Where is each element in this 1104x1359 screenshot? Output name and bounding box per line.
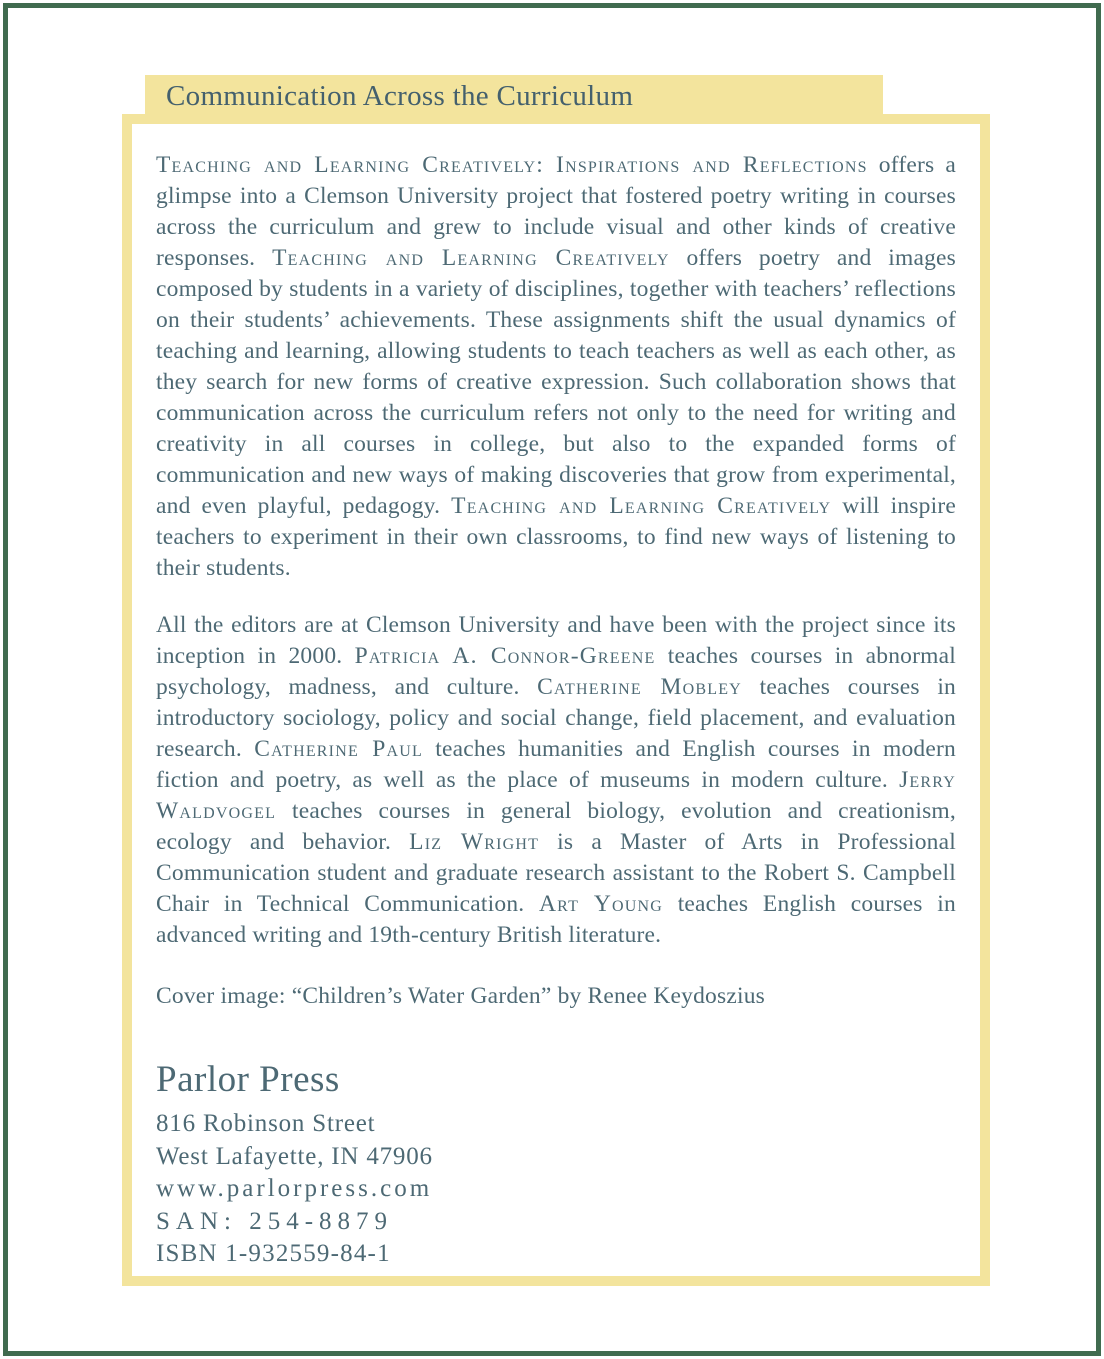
publisher-name: Parlor Press (156, 1059, 340, 1100)
body-text: teaches humanities and English courses in modern fiction and poetry, as well as the place of museums in modern culture. (156, 736, 956, 793)
header-band (145, 75, 883, 117)
publisher-san-number: SAN: 254-8879 (156, 1207, 394, 1235)
publisher-website: www.parlorpress.com (156, 1175, 433, 1202)
cover-image-credit: Cover image: “Children’s Water Garden” by Renee Keydoszius (156, 983, 765, 1009)
body-paragraphs (156, 150, 956, 951)
body-text: teaches English courses in advanced writing and 19th-century British literature. (156, 891, 956, 948)
body-text: All the editors are at Clemson University and have been with the project since its inception in 2000. (156, 612, 956, 669)
publisher-street-address: 816 Robinson Street (156, 1110, 376, 1137)
publisher-city-state-zip: West Lafayette, IN 47906 (156, 1142, 433, 1170)
publisher-isbn-number: ISBN 1-932559-84-1 (156, 1240, 391, 1267)
body-text: teaches courses in abnormal psychology, madness, and culture. (156, 643, 956, 700)
smallcaps-text: Catherine Mobley (537, 674, 742, 700)
smallcaps-text: Liz Wright (409, 829, 540, 855)
paragraph (156, 610, 956, 951)
smallcaps-text: Art Young (539, 891, 664, 917)
body-text: will inspire teachers to experiment in their own classrooms, to find new ways of listening to their students. (156, 493, 956, 581)
body-text: teaches courses in introductory sociology, policy and social change, field placement, and evaluation research. (156, 674, 956, 762)
page-title: Communication Across the Curriculum (166, 79, 634, 112)
smallcaps-text: Teaching and Learning Creatively (272, 245, 670, 271)
smallcaps-text: Teaching and Learning Creatively (451, 493, 832, 519)
paragraph (156, 150, 956, 584)
smallcaps-text: Catherine Paul (254, 736, 423, 762)
body-text: is a Master of Arts in Professional Communication student and graduate research assistant to the Robert S. Campbell Chair in Technical Communication. (156, 829, 956, 917)
smallcaps-text: Teaching and Learning Creatively: Inspirations and Reflections (156, 152, 868, 178)
body-text: offers poetry and images composed by students in a variety of disciplines, together with teachers’ reflections on their students’ achievements. These assignments shift the usual dynamics of teaching and learning, allowing students to teach teachers as well as each other, as they search for new forms of creative expression. Such collaboration shows that communication across the curriculum refers not only to the need for writing and creativity in all courses in college, but also to the expanded forms of communication and new ways of making discoveries that grow from experimental, and even playful, pedagogy. (156, 245, 956, 519)
smallcaps-text: Patricia A. Connor-Greene (354, 643, 656, 669)
body-text: offers a glimpse into a Clemson University project that fostered poetry writing in courses across the curriculum and grew to include visual and other kinds of creative responses. (156, 152, 956, 271)
body-text: teaches courses in general biology, evolution and creationism, ecology and behavior. (156, 798, 956, 855)
content-box (122, 114, 990, 1286)
smallcaps-text: Jerry Waldvogel (156, 767, 956, 824)
publisher-block (156, 1058, 956, 1271)
content-box-inner (132, 124, 980, 1271)
